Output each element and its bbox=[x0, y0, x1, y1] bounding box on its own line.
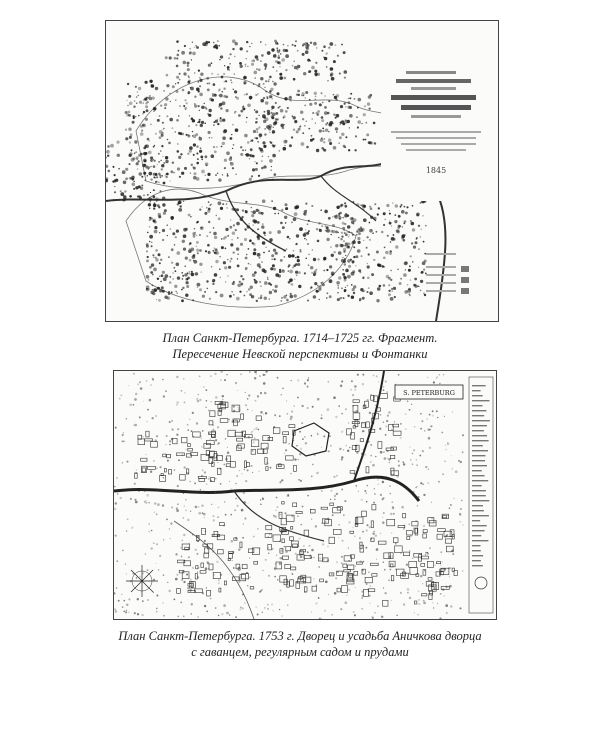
caption-1-line-1: План Санкт-Петербурга. 1714–1725 гг. Фрагмент. bbox=[162, 331, 438, 345]
cartouche-title: S. PETERBURG bbox=[403, 389, 455, 397]
title-cartouche-1753 bbox=[395, 385, 463, 399]
map-1714-1725 bbox=[105, 20, 499, 322]
cartouche-year: 1845 bbox=[425, 166, 447, 175]
legend bbox=[426, 253, 469, 294]
legend-panel bbox=[469, 377, 493, 613]
title-cartouche bbox=[381, 66, 491, 201]
map-1753-drawing bbox=[114, 371, 496, 619]
caption-1-line-2: Пересечение Невской перспективы и Фонтанки bbox=[172, 347, 428, 361]
caption-2-line-2: с гаванцем, регулярным садом и прудами bbox=[191, 645, 409, 659]
map-1753 bbox=[113, 370, 497, 620]
fortress bbox=[292, 423, 329, 456]
figure-caption-1 bbox=[0, 330, 600, 362]
map-1714-drawing bbox=[106, 21, 498, 321]
figure-caption-2 bbox=[0, 628, 600, 660]
caption-2-line-1: План Санкт-Петербурга. 1753 г. Дворец и усадьба Аничкова дворца bbox=[118, 629, 482, 643]
